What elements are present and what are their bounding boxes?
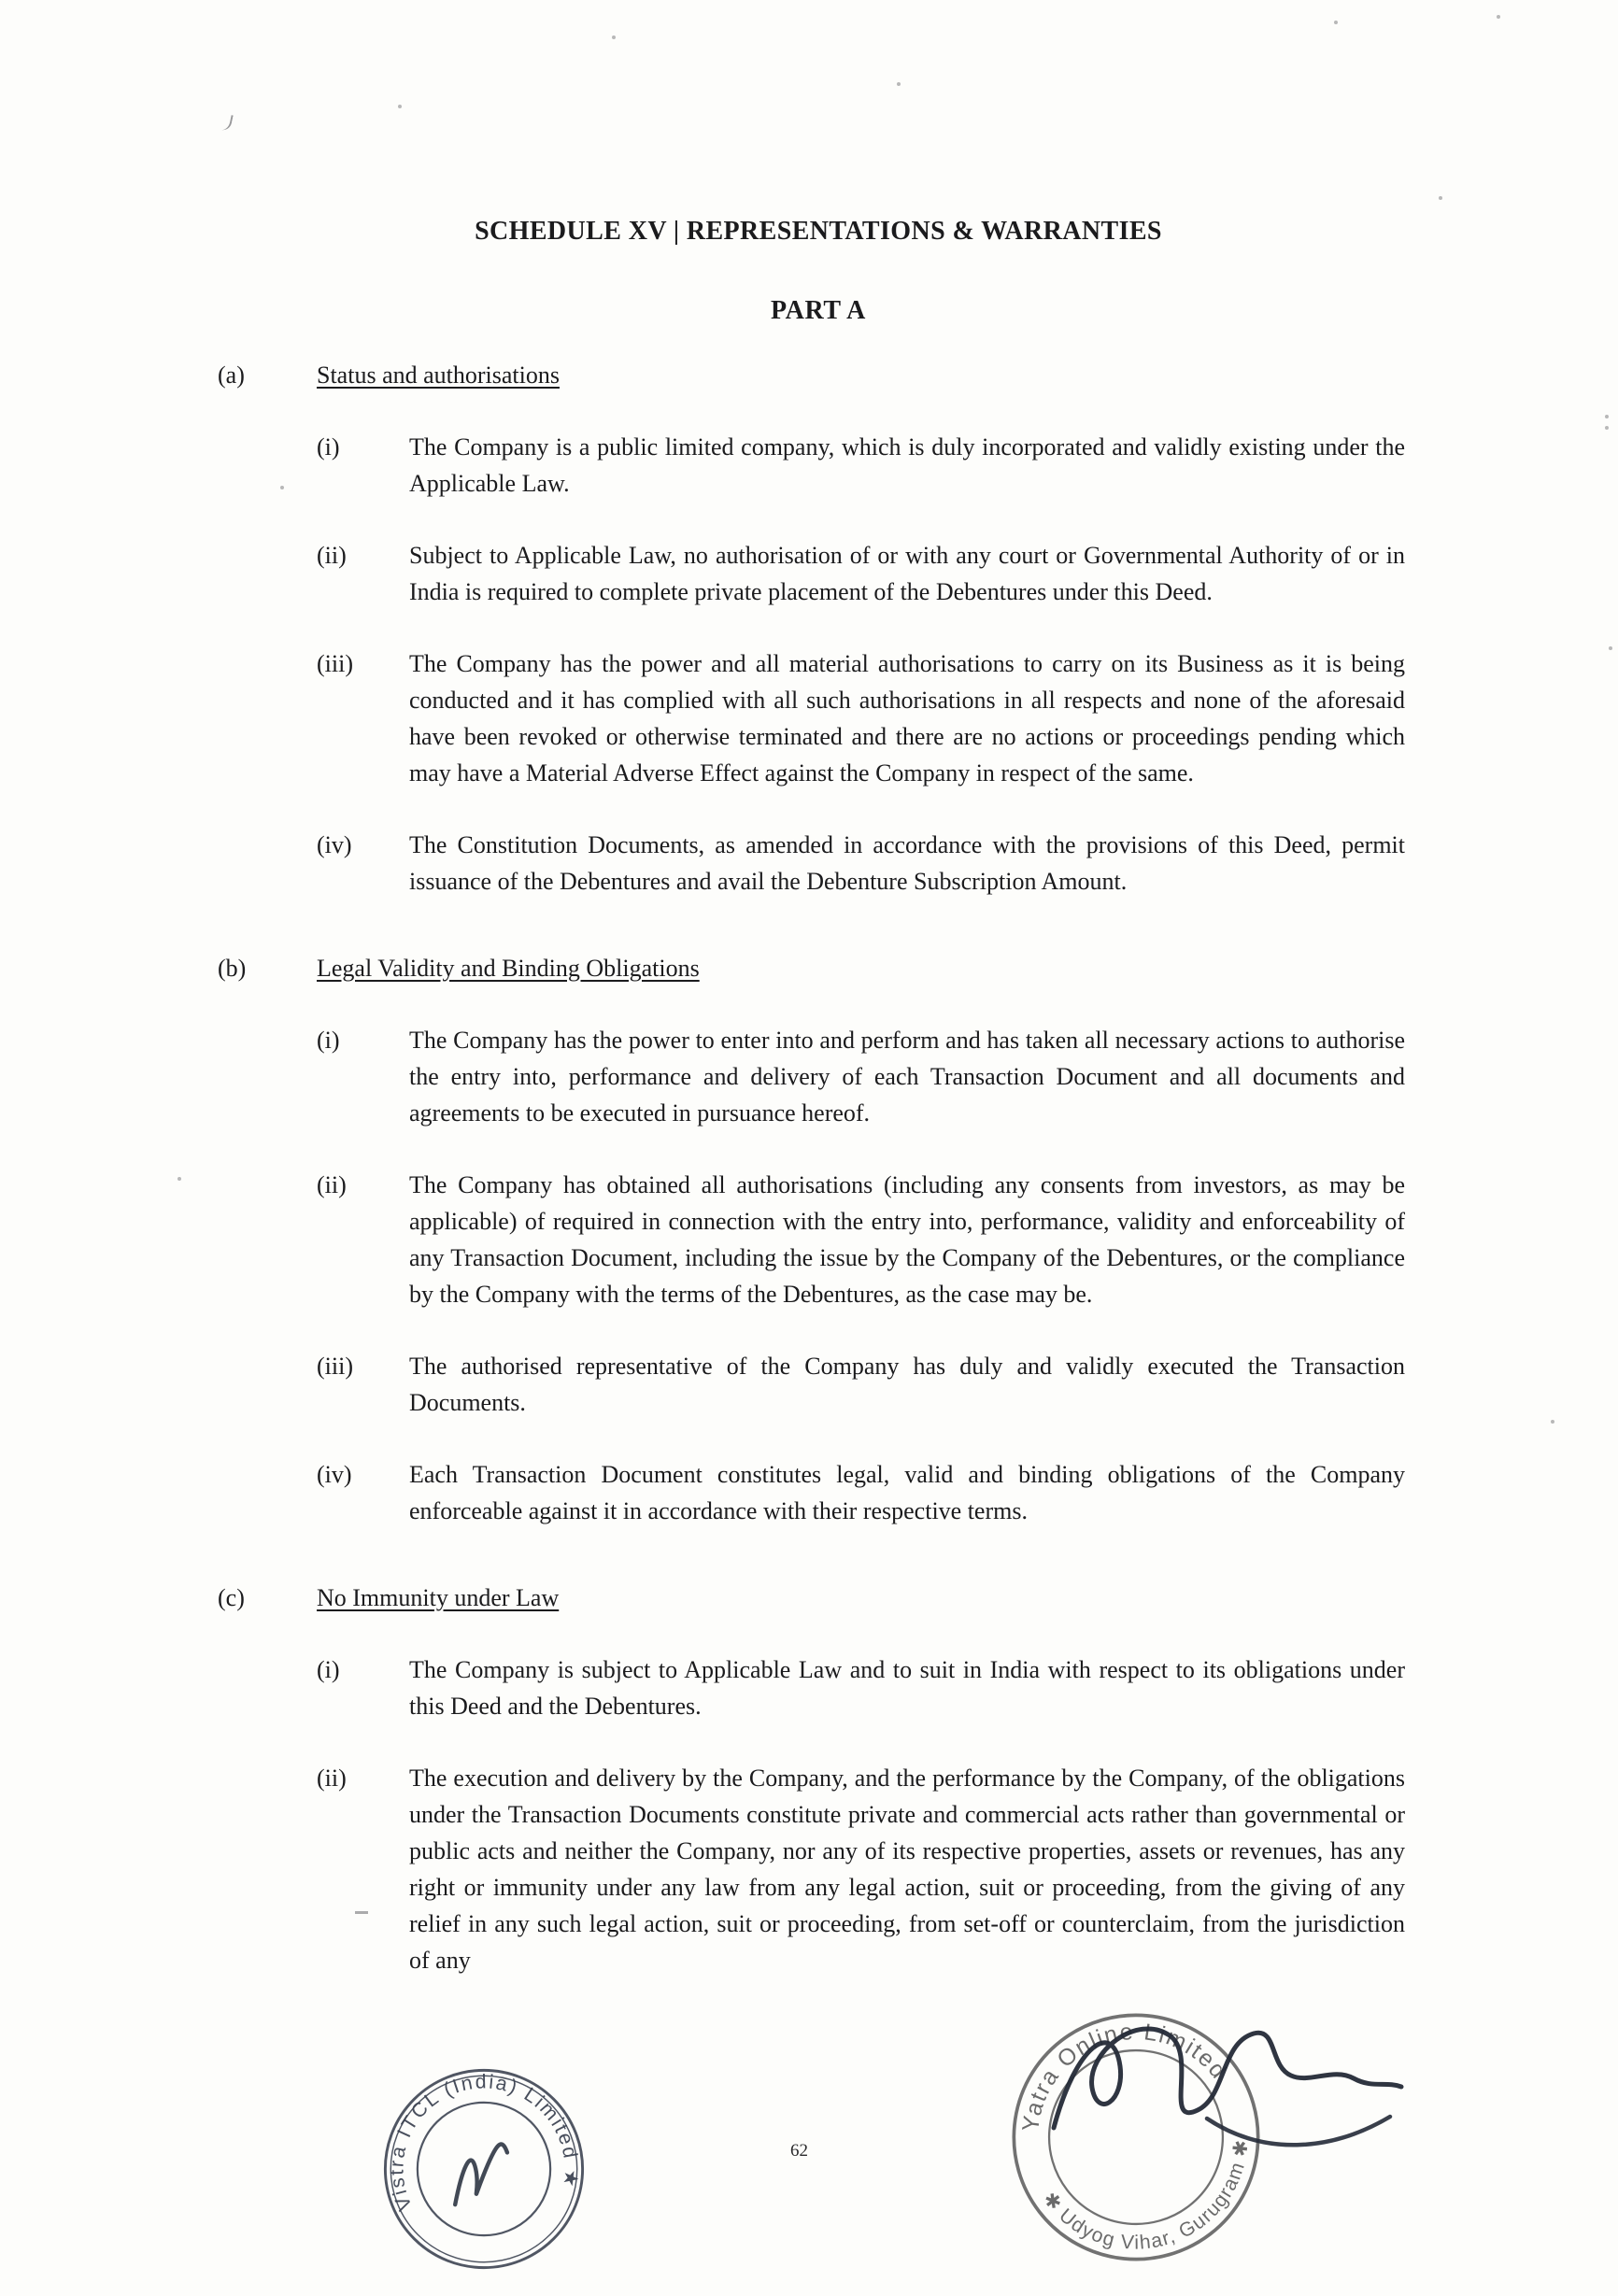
clause-b-iii-label: (iii) xyxy=(317,1353,353,1380)
scan-artifact xyxy=(1605,415,1609,418)
section-b-heading: Legal Validity and Binding Obligations xyxy=(317,955,700,982)
scan-artifact xyxy=(1605,426,1609,430)
clause-a-iii-row xyxy=(317,645,1419,791)
scan-artifact xyxy=(612,35,616,39)
document-title: SCHEDULE XV | REPRESENTATIONS & WARRANTIES xyxy=(475,217,1162,246)
scan-artifact xyxy=(897,82,901,86)
clause-c-i-row xyxy=(317,1651,1419,1724)
clause-a-ii-label: (ii) xyxy=(317,542,347,569)
scan-artifact xyxy=(1551,1420,1554,1424)
clause-b-ii-label: (ii) xyxy=(317,1171,347,1198)
clause-c-ii-label: (ii) xyxy=(317,1765,347,1792)
scan-artifact xyxy=(1609,646,1612,650)
clause-c-i-label: (i) xyxy=(317,1656,340,1683)
section-a-label: (a) xyxy=(218,361,245,389)
clause-b-iii-text: The authorised representative of the Company has duly and validly executed the Transaction Documents. xyxy=(409,1353,1405,1416)
clause-b-iv-label: (iv) xyxy=(317,1461,352,1488)
section-c-label: (c) xyxy=(218,1584,245,1611)
section-b-label: (b) xyxy=(218,955,247,982)
clause-a-iii-text: The Company has the power and all material authorisations to carry on its Business as it is being conducted and it has complied with all such authorisations in all respects and none of the aforesaid have been revoked or otherwise terminated and there are no actions or proceedings pending which may have a Material Adverse Effect against the Company in respect of the same. xyxy=(409,650,1405,787)
vistra-stamp-ring-text: Vistra ITCL (India) Limited ★ xyxy=(385,2070,584,2215)
clause-a-iv-row xyxy=(317,827,1419,900)
clause-b-iv-row xyxy=(317,1456,1419,1529)
section-b-heading-row xyxy=(218,950,1419,986)
clause-b-iii-row xyxy=(317,1348,1419,1421)
yatra-stamp-top-text: Yatra Online Limited xyxy=(1018,2019,1232,2133)
page-number: 62 xyxy=(790,2141,808,2161)
clause-c-i-text: The Company is subject to Applicable Law and to suit in India with respect to its obligations under this Deed and the Debentures. xyxy=(409,1656,1405,1720)
section-c-heading: No Immunity under Law xyxy=(317,1584,560,1611)
clause-c-ii-text: The execution and delivery by the Company, and the performance by the Company, of the obligations under the Transaction Documents constitute private and commercial acts rather than governmental or public acts and neither the Company, nor any of its respective properties, assets or revenues, has any right or immunity under any law from any legal action, suit or proceeding, from the giving of any relief in any such legal action, suit or proceeding, from set-off or counterclaim, from the jurisdiction of any xyxy=(409,1765,1405,1974)
clause-a-i-row xyxy=(317,429,1419,502)
vistra-stamp-scrawl-icon xyxy=(455,2145,507,2205)
clause-a-iv-label: (iv) xyxy=(317,831,352,858)
clause-a-iv-text: The Constitution Documents, as amended in accordance with the provisions of this Deed, permit issuance of the Debentures and avail the Debenture Subscription Amount. xyxy=(409,831,1405,895)
scan-artifact xyxy=(1497,15,1500,19)
scan-artifact xyxy=(398,105,402,108)
section-a-heading-row xyxy=(218,357,1419,393)
yatra-stamp-bottom-text: ✱ Udyog Vihar, Gurugram ✱ xyxy=(1038,2137,1253,2254)
section-c-heading-row xyxy=(218,1580,1419,1616)
part-heading: PART A xyxy=(771,296,866,325)
clause-c-ii-row xyxy=(317,1760,1419,1978)
scan-artifact xyxy=(1334,21,1338,24)
document-content xyxy=(218,213,1419,1978)
clause-b-i-text: The Company has the power to enter into and perform and has taken all necessary actions to authorise the entry into, performance and delivery of each Transaction Document and all documents and agreements to be executed in pursuance hereof. xyxy=(409,1027,1405,1127)
clause-b-i-row xyxy=(317,1022,1419,1131)
clause-a-ii-row xyxy=(317,537,1419,610)
clause-b-iv-text: Each Transaction Document constitutes legal, valid and binding obligations of the Company enforceable against it in accordance with their respective terms. xyxy=(409,1461,1405,1524)
vistra-itcl-stamp xyxy=(381,2066,587,2272)
clause-a-ii-text: Subject to Applicable Law, no authorisation of or with any court or Governmental Authority of or in India is required to complete private placement of the Debentures under this Deed. xyxy=(409,542,1405,605)
scan-artifact xyxy=(1439,196,1442,200)
clause-b-ii-row xyxy=(317,1167,1419,1312)
clause-b-ii-text: The Company has obtained all authorisations (including any consents from investors, as may be applicable) of required in connection with the entry into, performance, validity and enforceability of any Transaction Document, including the issue by the Company of the Debentures, or the compliance by the Company with the terms of the Debentures, as the case may be. xyxy=(409,1171,1405,1308)
clause-a-i-text: The Company is a public limited company, which is duly incorporated and validly existing under the Applicable Law. xyxy=(409,433,1405,497)
clause-b-i-label: (i) xyxy=(317,1027,340,1054)
clause-a-iii-label: (iii) xyxy=(317,650,353,677)
scan-artifact xyxy=(280,486,284,489)
scan-artifact xyxy=(355,1911,368,1914)
section-a-heading: Status and authorisations xyxy=(317,361,560,389)
clause-a-i-label: (i) xyxy=(317,433,340,461)
signature-scrawl-icon xyxy=(1024,1977,1431,2197)
scan-artifact xyxy=(177,1177,181,1181)
scan-artifact xyxy=(219,113,233,132)
